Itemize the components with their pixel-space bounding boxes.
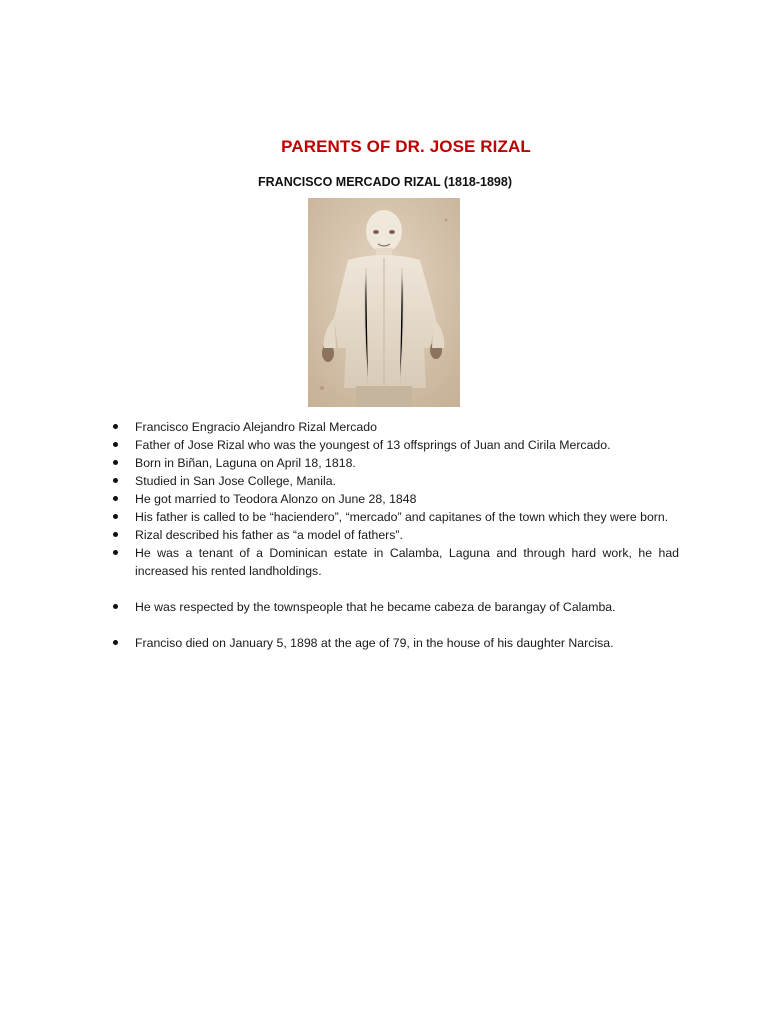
list-item-text: Franciso died on January 5, 1898 at the age of 79, in the house of his daughter Narcisa. xyxy=(135,636,614,650)
bullet-icon xyxy=(113,496,118,501)
list-item xyxy=(111,544,679,580)
page-subtitle: FRANCISCO MERCADO RIZAL (1818-1898) xyxy=(258,175,512,189)
list-item xyxy=(111,472,679,490)
bullet-icon xyxy=(113,514,118,519)
list-item xyxy=(111,508,679,526)
list-item xyxy=(111,490,679,508)
bullet-icon xyxy=(113,640,118,645)
list-item-text: Father of Jose Rizal who was the youngest of 13 offsprings of Juan and Cirila Mercado. xyxy=(135,438,611,452)
list-item xyxy=(111,598,679,616)
bullet-icon xyxy=(113,460,118,465)
bullet-icon xyxy=(113,442,118,447)
list-item xyxy=(111,436,679,454)
list-item-text: He was respected by the townspeople that he became cabeza de barangay of Calamba. xyxy=(135,600,616,614)
list-item-text: He got married to Teodora Alonzo on June 28, 1848 xyxy=(135,492,417,506)
bullet-icon xyxy=(113,424,118,429)
list-item-text: Francisco Engracio Alejandro Rizal Mercado xyxy=(135,420,377,434)
bullet-list xyxy=(111,418,679,652)
page-title: PARENTS OF DR. JOSE RIZAL xyxy=(281,137,531,156)
list-item-text: He was a tenant of a Dominican estate in Calamba, Laguna and through hard work, he had increased his rented landholdings. xyxy=(135,546,679,578)
list-item xyxy=(111,454,679,472)
list-item-text: Born in Biñan, Laguna on April 18, 1818. xyxy=(135,456,356,470)
bullet-icon xyxy=(113,532,118,537)
list-item xyxy=(111,418,679,436)
list-item-text: Studied in San Jose College, Manila. xyxy=(135,474,336,488)
bullet-icon xyxy=(113,478,118,483)
list-item xyxy=(111,634,679,652)
list-item-text: Rizal described his father as “a model of fathers”. xyxy=(135,528,403,542)
list-item xyxy=(111,526,679,544)
bullet-icon xyxy=(113,550,118,555)
portrait-photo xyxy=(308,198,460,407)
list-item-text: His father is called to be “haciendero”, “mercado” and capitanes of the town which they were born. xyxy=(135,510,669,524)
bullet-icon xyxy=(113,604,118,609)
